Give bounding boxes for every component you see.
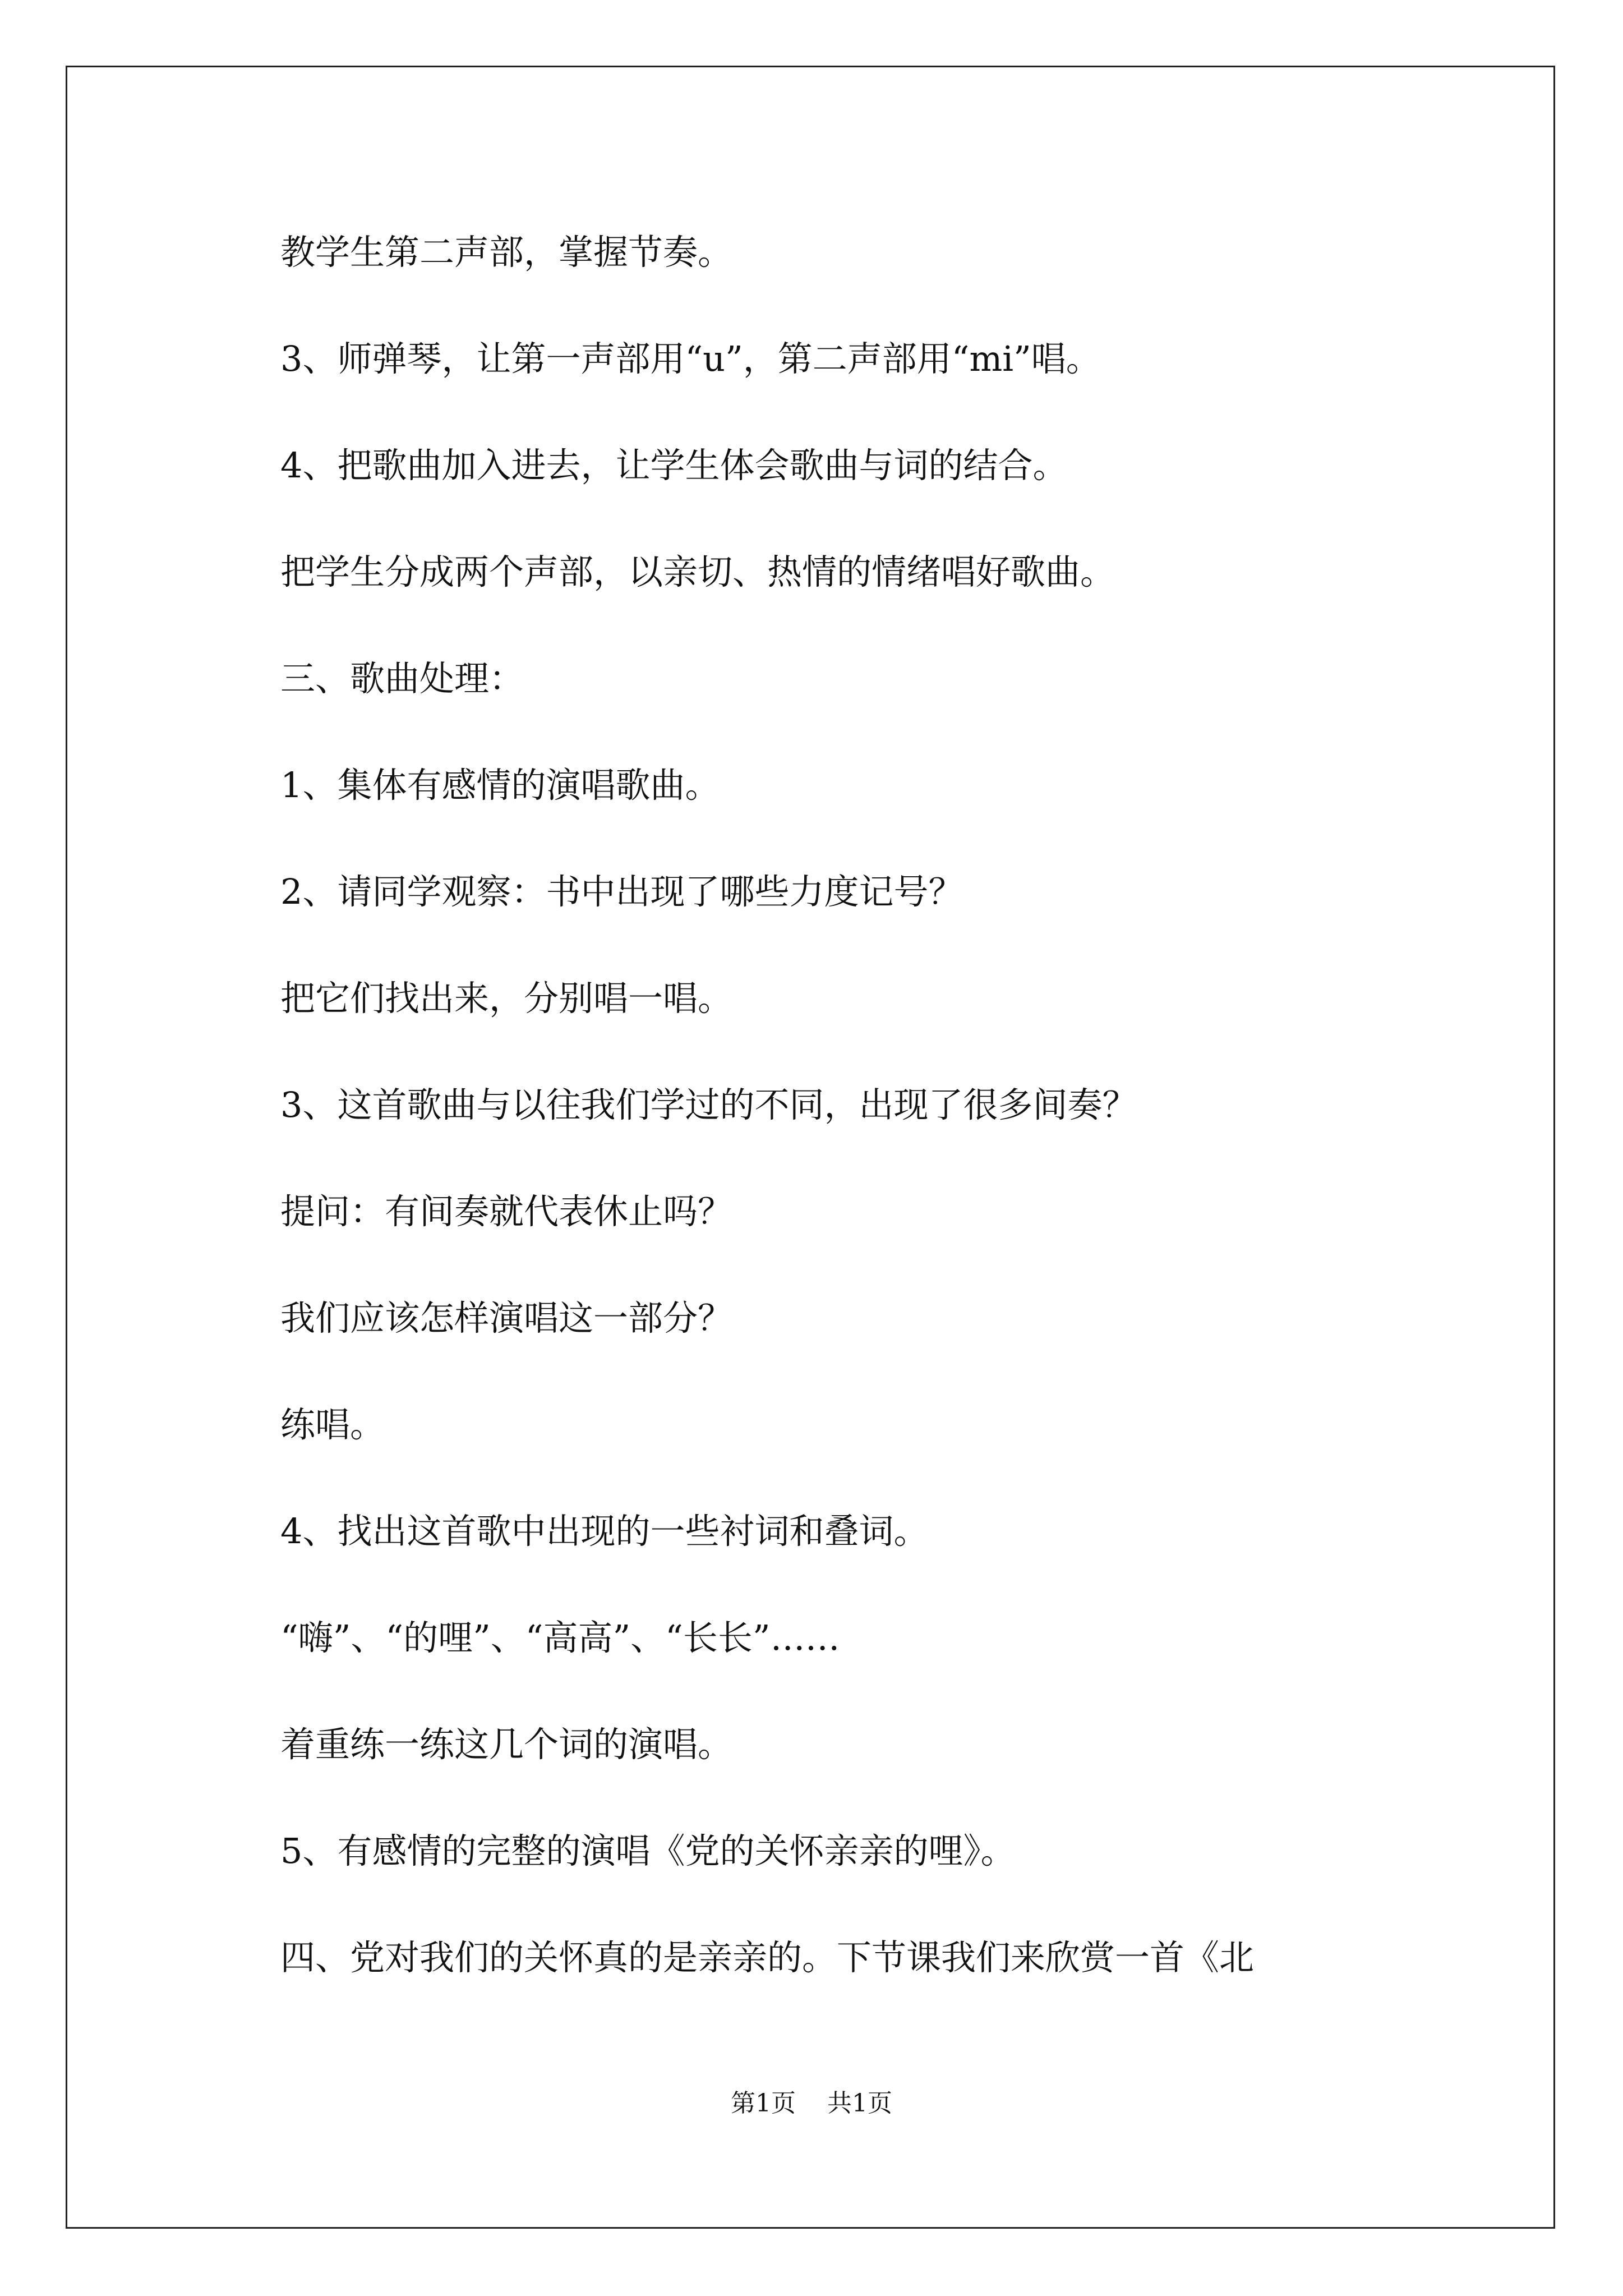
page-number: 第1页	[731, 2089, 796, 2118]
text-line: 把学生分成两个声部，以亲切、热情的情绪唱好歌曲。	[280, 551, 1115, 592]
section-heading: 三、歌曲处理：	[280, 658, 524, 699]
text-line: 5、有感情的完整的演唱《党的关怀亲亲的哩》。	[280, 1830, 1016, 1871]
text-line: 4、找出这首歌中出现的一些衬词和叠词。	[280, 1511, 929, 1552]
text-line: 1、集体有感情的演唱歌曲。	[280, 765, 720, 806]
page-total: 共1页	[827, 2089, 892, 2118]
text-line: 把它们找出来，分别唱一唱。	[280, 978, 733, 1019]
page-border	[66, 66, 1555, 2229]
text-line: 着重练一练这几个词的演唱。	[280, 1724, 733, 1765]
text-line: 3、这首歌曲与以往我们学过的不同，出现了很多间奏？	[280, 1084, 1137, 1125]
text-line: 我们应该怎样演唱这一部分？	[280, 1297, 733, 1338]
text-line: 3、师弹琴，让第一声部用“u”，第二声部用“mi”唱。	[280, 338, 1101, 379]
text-line: “嗨”、“的哩”、“高高”、“长长”……	[280, 1617, 840, 1658]
section-heading: 四、党对我们的关怀真的是亲亲的。下节课我们来欣赏一首《北	[280, 1937, 1255, 1978]
page-footer	[0, 2087, 1623, 2120]
text-line: 练唱。	[280, 1404, 385, 1445]
text-line: 2、请同学观察：书中出现了哪些力度记号？	[280, 871, 963, 912]
text-line: 教学生第二声部，掌握节奏。	[280, 232, 733, 273]
text-line: 提问：有间奏就代表休止吗？	[280, 1191, 733, 1232]
text-line: 4、把歌曲加入进去，让学生体会歌曲与词的结合。	[280, 445, 1068, 486]
